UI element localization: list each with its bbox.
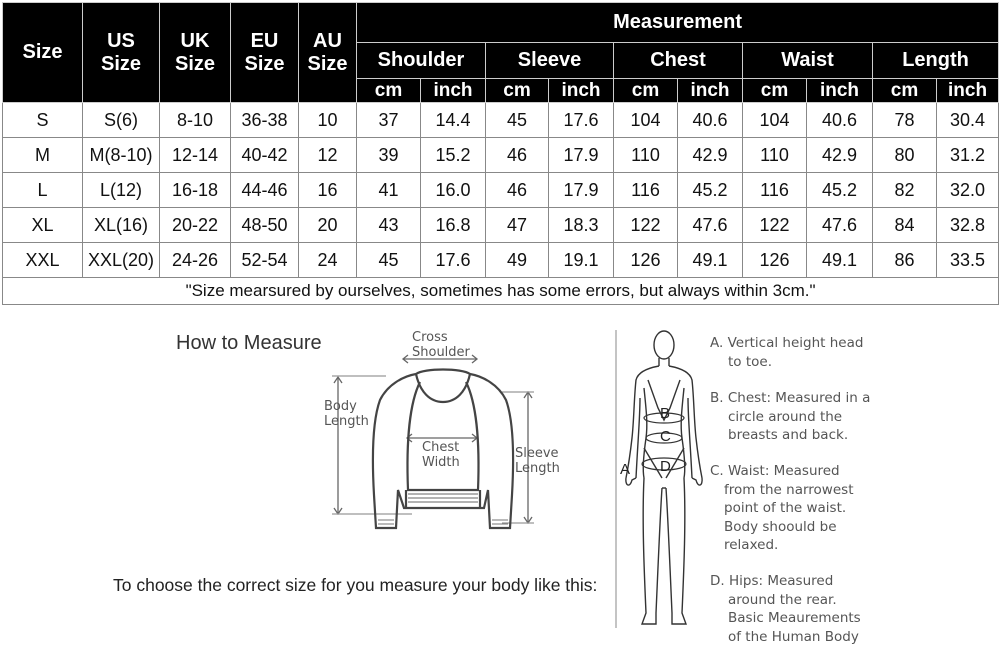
table-cell: 104: [614, 103, 678, 138]
table-cell: L(12): [83, 173, 160, 208]
table-cell: 46: [486, 173, 549, 208]
table-cell: 43: [357, 208, 421, 243]
table-cell: 45.2: [678, 173, 743, 208]
table-cell: 80: [873, 138, 937, 173]
table-row: [3, 173, 999, 208]
legend-c: C. Waist: Measured from the narrowest point of the waist. Body shoould be relaxed.: [710, 463, 854, 553]
body-letter-b: B: [660, 405, 671, 422]
table-cell: XXL(20): [83, 243, 160, 278]
unit-header: inch: [421, 79, 486, 103]
table-cell: 52-54: [231, 243, 299, 278]
body-letter-c: C: [660, 428, 671, 445]
table-cell: 16.8: [421, 208, 486, 243]
unit-header: cm: [873, 79, 937, 103]
table-cell: 17.6: [421, 243, 486, 278]
table-cell: 47: [486, 208, 549, 243]
table-cell: 49.1: [807, 243, 873, 278]
body-length-label: Body Length: [324, 399, 369, 429]
table-cell: XL: [3, 208, 83, 243]
sleeve-length-label: Sleeve Length: [515, 446, 560, 476]
table-cell: 30.4: [937, 103, 999, 138]
header-us-size: US Size: [83, 3, 160, 103]
table-cell: 8-10: [160, 103, 231, 138]
table-cell: M: [3, 138, 83, 173]
table-row: [3, 103, 999, 138]
table-cell: 122: [743, 208, 807, 243]
unit-header: inch: [549, 79, 614, 103]
table-cell: 84: [873, 208, 937, 243]
table-cell: 42.9: [807, 138, 873, 173]
header-eu-size: EU Size: [231, 3, 299, 103]
table-cell: 12: [299, 138, 357, 173]
table-cell: 36-38: [231, 103, 299, 138]
unit-header: inch: [807, 79, 873, 103]
table-cell: 104: [743, 103, 807, 138]
table-cell: 33.5: [937, 243, 999, 278]
table-cell: 42.9: [678, 138, 743, 173]
how-to-measure-title: How to Measure: [176, 332, 322, 354]
table-cell: 15.2: [421, 138, 486, 173]
table-cell: 32.8: [937, 208, 999, 243]
unit-header: inch: [937, 79, 999, 103]
header-uk-size: UK Size: [160, 3, 231, 103]
header-sleeve: Sleeve: [486, 43, 614, 79]
legend-d: D. Hips: Measured around the rear. Basic Meaurements of the Human Body: [710, 573, 861, 645]
unit-header: cm: [743, 79, 807, 103]
unit-header: cm: [614, 79, 678, 103]
header-size: Size: [3, 3, 83, 103]
header-length: Length: [873, 43, 999, 79]
table-cell: 78: [873, 103, 937, 138]
table-cell: 12-14: [160, 138, 231, 173]
table-cell: S(6): [83, 103, 160, 138]
header-shoulder: Shoulder: [357, 43, 486, 79]
unit-header: cm: [357, 79, 421, 103]
table-cell: 20: [299, 208, 357, 243]
table-cell: 18.3: [549, 208, 614, 243]
table-cell: 14.4: [421, 103, 486, 138]
table-cell: 41: [357, 173, 421, 208]
table-cell: 40.6: [678, 103, 743, 138]
table-cell: 82: [873, 173, 937, 208]
sweater-diagram: [316, 330, 576, 545]
cross-shoulder-label: Cross Shoulder: [412, 330, 470, 360]
table-cell: 45.2: [807, 173, 873, 208]
table-cell: 45: [357, 243, 421, 278]
unit-header: inch: [678, 79, 743, 103]
table-cell: 45: [486, 103, 549, 138]
table-cell: 16-18: [160, 173, 231, 208]
size-chart-table: [2, 2, 999, 305]
table-cell: 116: [743, 173, 807, 208]
header-au-size: AU Size: [299, 3, 357, 103]
table-cell: 17.9: [549, 138, 614, 173]
table-cell: 48-50: [231, 208, 299, 243]
table-cell: 39: [357, 138, 421, 173]
legend-a: A. Vertical height head to toe.: [710, 335, 864, 370]
table-cell: 46: [486, 138, 549, 173]
table-cell: 24: [299, 243, 357, 278]
table-cell: 49.1: [678, 243, 743, 278]
table-cell: 17.9: [549, 173, 614, 208]
table-cell: 32.0: [937, 173, 999, 208]
table-cell: 40.6: [807, 103, 873, 138]
table-cell: 17.6: [549, 103, 614, 138]
measurement-note: "Size mearsured by ourselves, sometimes has some errors, but always within 3cm.": [3, 278, 999, 305]
table-cell: 122: [614, 208, 678, 243]
table-cell: 31.2: [937, 138, 999, 173]
table-row: [3, 243, 999, 278]
table-cell: 126: [614, 243, 678, 278]
table-cell: L: [3, 173, 83, 208]
table-cell: 19.1: [549, 243, 614, 278]
table-cell: 47.6: [807, 208, 873, 243]
body-figure-diagram: [612, 328, 722, 638]
table-cell: 24-26: [160, 243, 231, 278]
table-cell: 20-22: [160, 208, 231, 243]
table-cell: S: [3, 103, 83, 138]
table-cell: 10: [299, 103, 357, 138]
table-cell: 44-46: [231, 173, 299, 208]
chest-width-label: Chest Width: [422, 440, 460, 470]
table-cell: 126: [743, 243, 807, 278]
table-cell: 49: [486, 243, 549, 278]
table-cell: 110: [614, 138, 678, 173]
header-waist: Waist: [743, 43, 873, 79]
table-cell: 37: [357, 103, 421, 138]
table-cell: 116: [614, 173, 678, 208]
measure-instruction: To choose the correct size for you measure your body like this:: [113, 575, 598, 595]
body-letter-d: D: [660, 458, 671, 475]
table-row: [3, 138, 999, 173]
table-cell: M(8-10): [83, 138, 160, 173]
table-row: [3, 208, 999, 243]
table-cell: 16: [299, 173, 357, 208]
table-cell: 40-42: [231, 138, 299, 173]
table-cell: 16.0: [421, 173, 486, 208]
table-cell: XXL: [3, 243, 83, 278]
body-letter-a: A: [620, 461, 631, 478]
header-measurement: Measurement: [357, 3, 999, 43]
table-cell: 47.6: [678, 208, 743, 243]
header-chest: Chest: [614, 43, 743, 79]
table-cell: XL(16): [83, 208, 160, 243]
legend-b: B. Chest: Measured in a circle around the breasts and back.: [710, 390, 871, 443]
table-cell: 86: [873, 243, 937, 278]
table-cell: 110: [743, 138, 807, 173]
unit-header: cm: [486, 79, 549, 103]
